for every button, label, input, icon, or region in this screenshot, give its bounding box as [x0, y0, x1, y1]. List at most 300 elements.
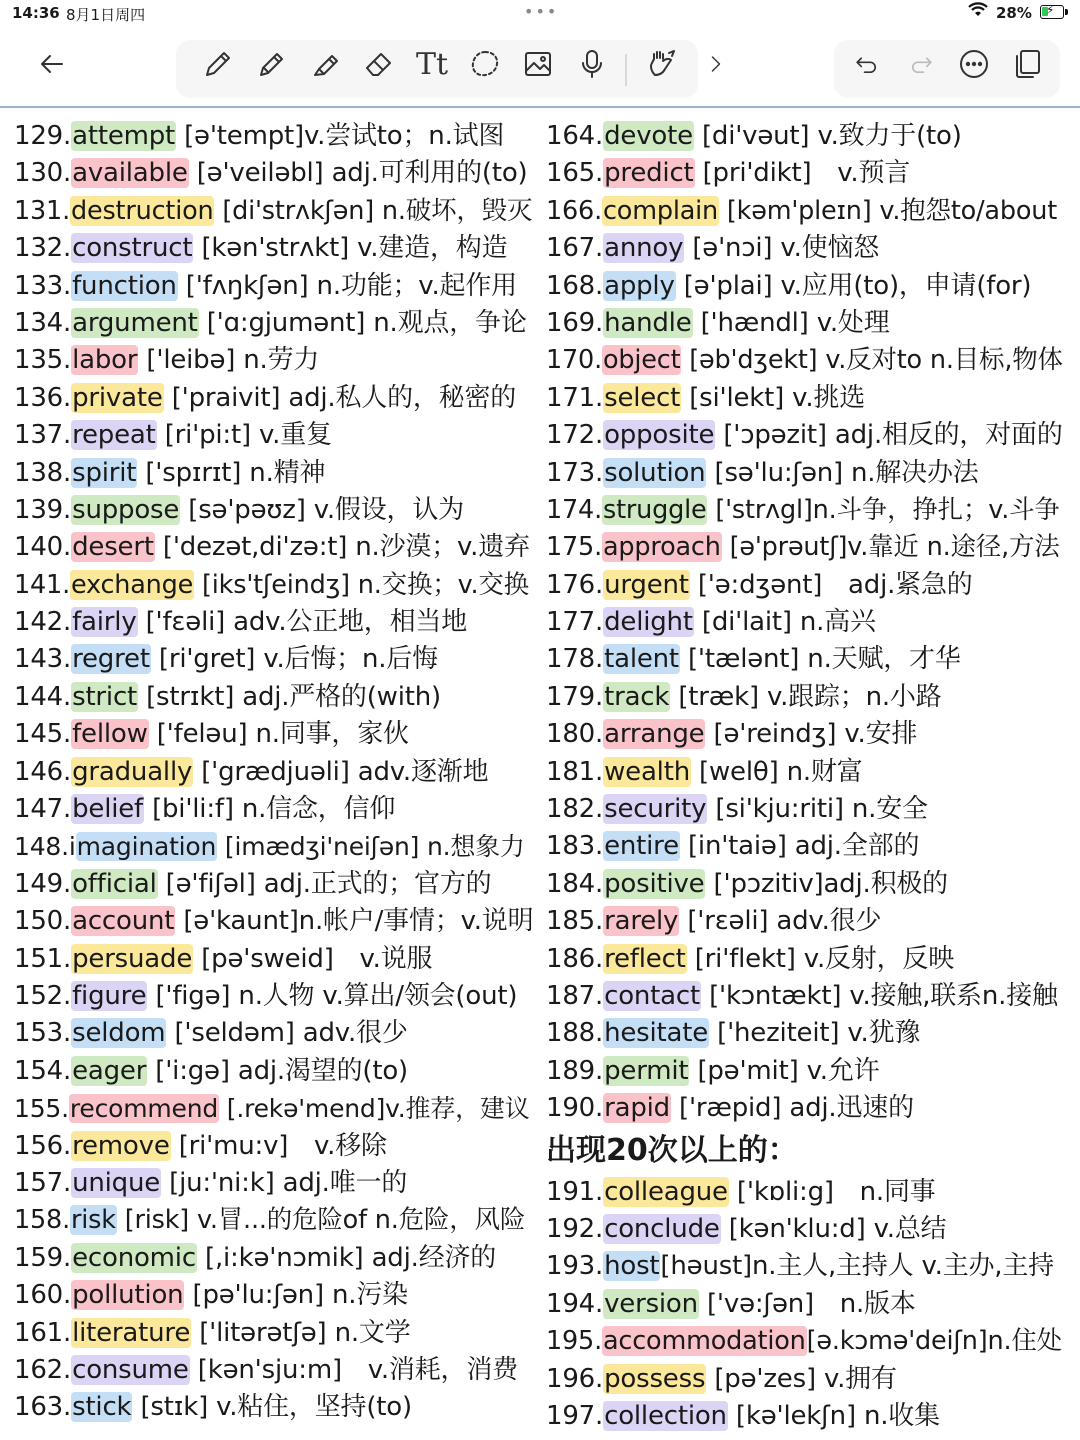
vocab-entry [546, 978, 1066, 1015]
entry-definition: [ri'pi:t] v.重复 [156, 420, 332, 451]
highlighted-word: fairly [72, 607, 137, 638]
highlighted-word: belief [72, 794, 143, 825]
vocab-entry [546, 492, 1066, 529]
entry-definition: ['ɔpəzit] adj.相反的，对面的 [715, 420, 1063, 451]
highlighted-word: available [72, 158, 188, 189]
vocab-entry [14, 1015, 534, 1052]
entry-number: 190. [546, 1093, 604, 1124]
chevron-right-icon[interactable] [692, 40, 740, 88]
entry-number: 155. [14, 1094, 69, 1124]
vocab-entry [546, 903, 1066, 940]
vocab-entry [14, 1240, 534, 1277]
vocab-entry [546, 118, 1066, 155]
entry-definition: [ə'fiʃəl] adj.正式的；官方的 [157, 868, 492, 899]
entry-definition: ['heziteit] v.犹豫 [709, 1018, 921, 1049]
vocab-entry [14, 754, 534, 791]
entry-definition: ['figə] n.人物 v.算出/领会(out) [147, 980, 518, 1011]
entry-definition: [əb'dʒekt] v.反对to n.目标,物体 [681, 345, 1063, 376]
entry-number: 172. [546, 420, 604, 451]
highlighted-word: argument [72, 307, 198, 338]
entry-definition: [ə'kaunt]n.帐户/事情；v.说明 [175, 906, 534, 937]
entry-definition: [pri'dikt] v.预言 [694, 158, 911, 189]
vocab-entry [14, 1352, 534, 1389]
highlighted-word: delight [604, 607, 693, 638]
highlighted-word: attempt [72, 121, 176, 151]
highlighted-word: arrange [604, 719, 705, 750]
entry-number: 151. [14, 943, 72, 974]
vocab-column-right [546, 118, 1066, 1435]
highlighted-word: version [604, 1288, 698, 1319]
vocab-entry [14, 903, 534, 940]
undo-icon[interactable] [843, 40, 891, 88]
pen-icon[interactable] [248, 40, 296, 88]
vocab-entry [14, 1389, 534, 1426]
vocab-entry [546, 155, 1066, 192]
vocab-entry [14, 492, 534, 529]
battery-percent: 28% [996, 4, 1032, 22]
entry-definition: [bi'li:f] n.信念，信仰 [144, 794, 396, 825]
highlighted-word: rarely [604, 906, 679, 937]
entry-definition: [træk] v.跟踪；n.小路 [670, 681, 942, 712]
entry-number: 187. [546, 980, 604, 1011]
vocab-entry [546, 380, 1066, 417]
entry-number: 148.i [14, 832, 76, 862]
vocab-entry [14, 417, 534, 454]
entry-definition: ['praivit] adj.私人的，秘密的 [163, 382, 517, 413]
entry-definition: ['strʌgl]n.斗争，挣扎；v.斗争 [707, 494, 1060, 525]
entry-definition: [di'strʌkʃən] n.破坏，毁灭 [214, 195, 533, 226]
entry-number: 137. [14, 420, 72, 451]
entry-number: 170. [546, 345, 602, 376]
highlighted-word: recommend [69, 1094, 219, 1124]
entry-number: 197. [546, 1400, 604, 1431]
entry-definition: [kən'klu:d] v.总结 [720, 1213, 947, 1244]
entry-definition: ['kɒli:g] n.同事 [728, 1176, 936, 1207]
highlighted-word: suppose [72, 494, 180, 525]
highlighted-word: stick [72, 1392, 132, 1423]
entry-number: 131. [14, 195, 70, 226]
entry-definition: [ri'mu:v] v.移除 [170, 1130, 387, 1161]
hand-draw-icon[interactable] [638, 40, 686, 88]
vocab-entry [546, 455, 1066, 492]
entry-definition: ['spɪrɪt] n.精神 [137, 457, 326, 488]
entry-number: 153. [14, 1018, 72, 1049]
entry-number: 135. [14, 345, 72, 376]
vocab-entry [14, 230, 534, 267]
entry-number: 152. [14, 980, 72, 1011]
entry-number: 171. [546, 382, 604, 413]
highlighted-word: handle [604, 307, 692, 338]
entry-number: 141. [14, 569, 70, 600]
entry-number: 178. [546, 644, 604, 675]
entry-definition: [ə'nɔi] v.使恼怒 [684, 233, 880, 264]
entry-definition: ['fɛəli] adv.公正地，相当地 [137, 607, 467, 638]
highlighted-word: entire [604, 831, 679, 862]
vocab-entry [546, 268, 1066, 305]
entry-number: 163. [14, 1392, 72, 1423]
vocab-entry [14, 1090, 534, 1127]
vocab-entry [14, 380, 534, 417]
vocab-entry [546, 679, 1066, 716]
entry-definition: ['litərətʃə] n.文学 [191, 1317, 411, 1348]
entry-number: 192. [546, 1213, 604, 1244]
vocab-entry [546, 1248, 1066, 1285]
entry-definition: ['ə:dʒənt] adj.紧急的 [689, 569, 973, 600]
entry-definition: [ə'reindʒ] v.安排 [705, 719, 918, 750]
entry-definition: [kən'strʌkt] v.建造，构造 [193, 233, 508, 264]
entry-definition: [ə'veiləbl] adj.可利用的(to) [188, 158, 528, 189]
highlighted-word: devote [604, 121, 693, 151]
vocab-entry [14, 118, 534, 155]
vocab-entry [546, 754, 1066, 791]
entry-definition: ['ɑ:gjumənt] n.观点，争论 [198, 307, 527, 338]
entry-definition: [,i:kə'nɔmik] adj.经济的 [196, 1242, 497, 1273]
vocab-entry [546, 230, 1066, 267]
entry-definition: [pə'mit] v.允许 [689, 1055, 880, 1086]
entry-definition: [welθ] n.财富 [690, 756, 863, 787]
highlighted-word: security [604, 794, 707, 825]
highlighted-word: conclude [604, 1213, 720, 1244]
entry-number: 158. [14, 1205, 70, 1236]
highlighter-icon[interactable] [302, 40, 350, 88]
entry-number: 169. [546, 307, 604, 338]
highlighted-word: approach [602, 532, 721, 563]
highlighted-word: opposite [604, 420, 715, 451]
highlighted-word: destruction [70, 195, 214, 226]
entry-number: 130. [14, 158, 72, 189]
entry-number: 177. [546, 607, 604, 638]
highlighted-word: account [72, 906, 175, 937]
entry-definition: ['və:ʃən] n.版本 [698, 1288, 916, 1319]
highlighted-word: magination [76, 832, 217, 862]
entry-definition: ['pɔzitiv]adj.积极的 [705, 868, 948, 899]
entry-definition: [ri'flekt] v.反射，反映 [686, 943, 955, 974]
highlighted-word: wealth [604, 756, 690, 787]
entry-number: 185. [546, 906, 604, 937]
highlighted-word: positive [604, 868, 705, 899]
vocab-entry [14, 193, 534, 230]
vocab-column-left [14, 118, 534, 1427]
wifi-icon [968, 2, 988, 23]
vocab-entry [546, 941, 1066, 978]
entry-definition: ['tælənt] n.天赋，才华 [679, 644, 961, 675]
entry-number: 175. [546, 532, 602, 563]
vocab-entry [546, 641, 1066, 678]
entry-number: 165. [546, 158, 604, 189]
entry-definition: [həust]n.主人,主持人 v.主办,主持 [660, 1251, 1054, 1282]
vocab-entry [546, 305, 1066, 342]
entry-number: 173. [546, 457, 604, 488]
entry-number: 176. [546, 569, 604, 600]
entry-definition: [pə'zes] v.拥有 [706, 1363, 897, 1394]
vocab-entry [14, 828, 534, 865]
highlighted-word: function [72, 270, 177, 301]
vocab-entry [14, 1202, 534, 1239]
highlighted-word: annoy [604, 233, 684, 264]
vocab-entry [14, 679, 534, 716]
entry-number: 146. [14, 756, 72, 787]
entry-number: 196. [546, 1363, 604, 1394]
entry-definition: ['fʌŋkʃən] n.功能；v.起作用 [177, 270, 517, 301]
entry-number: 136. [14, 382, 72, 413]
highlighted-word: reflect [604, 943, 686, 974]
entry-definition: [ə.kɔmə'deiʃn]n.住处 [806, 1326, 1062, 1357]
vocab-entry [14, 1128, 534, 1165]
entry-definition: [ju:'ni:k] adj.唯一的 [161, 1167, 408, 1198]
entry-definition: ['grædjuəli] adv.逐渐地 [193, 756, 489, 787]
highlighted-word: construct [72, 233, 193, 264]
highlighted-word: labor [72, 345, 138, 376]
highlighted-word: possess [604, 1363, 706, 1394]
entry-number: 168. [546, 270, 604, 301]
entry-number: 164. [546, 121, 604, 151]
highlighted-word: permit [604, 1055, 689, 1086]
status-date: 8月1日周四 [66, 6, 146, 24]
entry-number: 174. [546, 494, 602, 525]
entry-definition: [di'lait] n.高兴 [693, 607, 876, 638]
entry-number: 184. [546, 868, 604, 899]
vocab-entry [546, 828, 1066, 865]
entry-definition: [in'taiə] adj.全部的 [679, 831, 920, 862]
entry-number: 134. [14, 307, 72, 338]
vocab-entry [546, 529, 1066, 566]
text-icon[interactable]: Tt [415, 46, 449, 82]
entry-definition: ['kɔntækt] v.接触,联系n.接触 [701, 980, 1058, 1011]
highlighted-word: seldom [72, 1018, 166, 1049]
highlighted-word: gradually [72, 756, 193, 787]
toolbar-divider [625, 54, 627, 86]
entry-definition: [.rekə'mend]v.推荐，建议 [219, 1094, 530, 1124]
highlighted-word: collection [604, 1400, 727, 1431]
vocab-entry [14, 941, 534, 978]
highlighted-word: accommodation [602, 1326, 806, 1357]
highlighted-word: risk [70, 1205, 116, 1236]
entry-number: 182. [546, 794, 604, 825]
highlighted-word: consume [72, 1354, 189, 1385]
vocab-entry [14, 1053, 534, 1090]
entry-number: 149. [14, 868, 72, 899]
lasso-icon[interactable] [461, 40, 509, 88]
entry-definition: [risk] v.冒...的危险of n.危险，风险 [116, 1205, 526, 1236]
entry-number: 140. [14, 532, 72, 563]
vocab-entry [14, 342, 534, 379]
entry-number: 145. [14, 719, 72, 750]
entry-number: 162. [14, 1354, 72, 1385]
vocab-entry [14, 455, 534, 492]
eraser-icon[interactable] [355, 40, 403, 88]
vocab-entry [14, 716, 534, 753]
vocab-entry [14, 567, 534, 604]
vocab-entry [546, 1211, 1066, 1248]
entry-definition: [di'vəut] v.致力于(to) [693, 121, 962, 151]
entry-number: 161. [14, 1317, 72, 1348]
vocab-entry [546, 417, 1066, 454]
highlighted-word: regret [72, 644, 150, 675]
section-heading: 出现20次以上的： [546, 1132, 798, 1168]
highlighted-word: unique [72, 1167, 161, 1198]
vocab-entry [14, 268, 534, 305]
entry-number: 139. [14, 494, 72, 525]
entry-definition: [ə'prəutʃ]v.靠近 n.途径,方法 [721, 532, 1060, 563]
entry-definition: ['rɛəli] adv.很少 [679, 906, 882, 937]
entry-number: 191. [546, 1176, 604, 1207]
entry-number: 138. [14, 457, 72, 488]
vocab-entry [14, 529, 534, 566]
entry-definition: ['leibə] n.劳力 [138, 345, 320, 376]
highlighted-word: contact [604, 980, 700, 1011]
vocab-entry [546, 1398, 1066, 1435]
highlighted-word: host [604, 1251, 660, 1282]
entry-number: 186. [546, 943, 604, 974]
entry-definition: [stɪk] v.粘住，坚持(to) [132, 1392, 412, 1423]
entry-definition: ['ræpid] adj.迅速的 [670, 1093, 914, 1124]
vocab-entry [546, 1361, 1066, 1398]
entry-definition: [iks'tʃeindʒ] n.交换；v.交换 [194, 569, 529, 600]
entry-number: 166. [546, 195, 602, 226]
vocab-entry [14, 641, 534, 678]
battery-icon: ⚡ [1040, 5, 1064, 19]
vocab-entry [546, 716, 1066, 753]
vocab-entry [14, 604, 534, 641]
highlighted-word: repeat [72, 420, 156, 451]
note-toolbar [0, 28, 1080, 108]
entry-number: 129. [14, 121, 72, 151]
highlighted-word: talent [604, 644, 679, 675]
vocab-entry [546, 791, 1066, 828]
highlighted-word: official [72, 868, 157, 899]
vocab-entry [546, 1053, 1066, 1090]
highlighted-word: literature [72, 1317, 191, 1348]
entry-number: 179. [546, 681, 604, 712]
entry-definition: [pə'lu:ʃən] n.污染 [184, 1280, 408, 1311]
vocab-entry [546, 342, 1066, 379]
entry-definition: [sə'lu:ʃən] n.解决办法 [706, 457, 979, 488]
highlighted-word: urgent [604, 569, 689, 600]
entry-number: 193. [546, 1251, 604, 1282]
highlighted-word: select [604, 382, 681, 413]
back-arrow-icon[interactable] [28, 40, 76, 88]
entry-definition: ['i:gə] adj.渴望的(to) [147, 1055, 408, 1086]
highlighted-word: strict [72, 681, 138, 712]
vocab-entry [14, 978, 534, 1015]
highlighted-word: fellow [72, 719, 148, 750]
entry-number: 194. [546, 1288, 604, 1319]
highlighted-word: object [602, 345, 681, 376]
status-time: 14:36 [12, 4, 60, 22]
entry-definition: [pə'sweid] v.说服 [193, 943, 433, 974]
highlighted-word: desert [72, 532, 154, 563]
entry-definition: [ri'gret] v.后悔；n.后悔 [150, 644, 438, 675]
highlighted-word: predict [604, 158, 694, 189]
entry-number: 150. [14, 906, 72, 937]
entry-definition: [sə'pəʊz] v.假设，认为 [180, 494, 464, 525]
entry-definition: [ə'plai] v.应用(to)，申请(for) [675, 270, 1032, 301]
entry-number: 159. [14, 1242, 72, 1273]
entry-definition: ['seldəm] adv.很少 [166, 1018, 408, 1049]
more-icon[interactable] [950, 40, 998, 88]
highlighted-word: solution [604, 457, 706, 488]
highlighted-word: private [72, 382, 163, 413]
vocab-entry [546, 604, 1066, 641]
highlighted-word: remove [72, 1130, 170, 1161]
entry-definition: [kə'lekʃn] n.收集 [727, 1400, 940, 1431]
entry-number: 154. [14, 1055, 72, 1086]
entry-number: 147. [14, 794, 72, 825]
entry-definition: [imædʒi'neiʃən] n.想象力 [217, 832, 525, 862]
vocab-entry [14, 866, 534, 903]
highlighted-word: spirit [72, 457, 137, 488]
vocab-entry [14, 305, 534, 342]
entry-definition: [kəm'pleɪn] v.抱怨to/about [719, 195, 1057, 226]
entry-number: 144. [14, 681, 72, 712]
highlighted-word: rapid [604, 1093, 670, 1124]
pages-icon[interactable] [1004, 40, 1052, 88]
vocab-entry [546, 1286, 1066, 1323]
entry-number: 160. [14, 1280, 72, 1311]
vocab-entry [546, 1174, 1066, 1211]
highlighted-word: exchange [70, 569, 194, 600]
vocab-entry [14, 1277, 534, 1314]
multitask-dots-icon[interactable]: ••• [524, 2, 559, 21]
vocab-entry [14, 1165, 534, 1202]
highlighted-word: struggle [602, 494, 707, 525]
highlighted-word: hesitate [604, 1018, 709, 1049]
entry-definition: ['hændl] v.处理 [692, 307, 890, 338]
entry-number: 181. [546, 756, 604, 787]
entry-definition: [si'kju:riti] n.安全 [707, 794, 928, 825]
entry-number: 180. [546, 719, 604, 750]
vocab-entry [14, 1315, 534, 1352]
vocab-entry [546, 866, 1066, 903]
highlighted-word: complain [602, 195, 718, 226]
vocab-entry [546, 1015, 1066, 1052]
redo-icon[interactable] [897, 40, 945, 88]
highlighted-word: eager [72, 1055, 147, 1086]
highlighted-word: colleague [604, 1176, 728, 1207]
status-bar [0, 0, 1080, 28]
entry-definition: ['feləu] n.同事，家伙 [148, 719, 409, 750]
entry-definition: [kən'sju:m] v.消耗，消费 [189, 1354, 518, 1385]
vocab-entry [14, 791, 534, 828]
highlighted-word: apply [604, 270, 675, 301]
vocab-entry [546, 1090, 1066, 1127]
vocab-entry [14, 155, 534, 192]
pencil-icon[interactable] [194, 40, 242, 88]
highlighted-word: persuade [72, 943, 193, 974]
highlighted-word: figure [72, 980, 147, 1011]
entry-definition: [strɪkt] adj.严格的(with) [138, 681, 441, 712]
highlighted-word: pollution [72, 1280, 184, 1311]
vocab-entry [546, 1323, 1066, 1360]
entry-number: 195. [546, 1326, 602, 1357]
entry-number: 189. [546, 1055, 604, 1086]
entry-definition: [ə'tempt]v.尝试to；n.试图 [176, 121, 505, 151]
entry-number: 167. [546, 233, 604, 264]
vocab-entry [546, 567, 1066, 604]
entry-number: 157. [14, 1167, 72, 1198]
entry-number: 132. [14, 233, 72, 264]
image-icon[interactable] [514, 40, 562, 88]
entry-number: 156. [14, 1130, 72, 1161]
entry-definition: [si'lekt] v.挑选 [681, 382, 865, 413]
entry-number: 133. [14, 270, 72, 301]
entry-number: 183. [546, 831, 604, 862]
entry-number: 143. [14, 644, 72, 675]
highlighted-word: track [604, 681, 670, 712]
entry-number: 142. [14, 607, 72, 638]
microphone-icon[interactable] [568, 40, 616, 88]
highlighted-word: economic [72, 1242, 196, 1273]
